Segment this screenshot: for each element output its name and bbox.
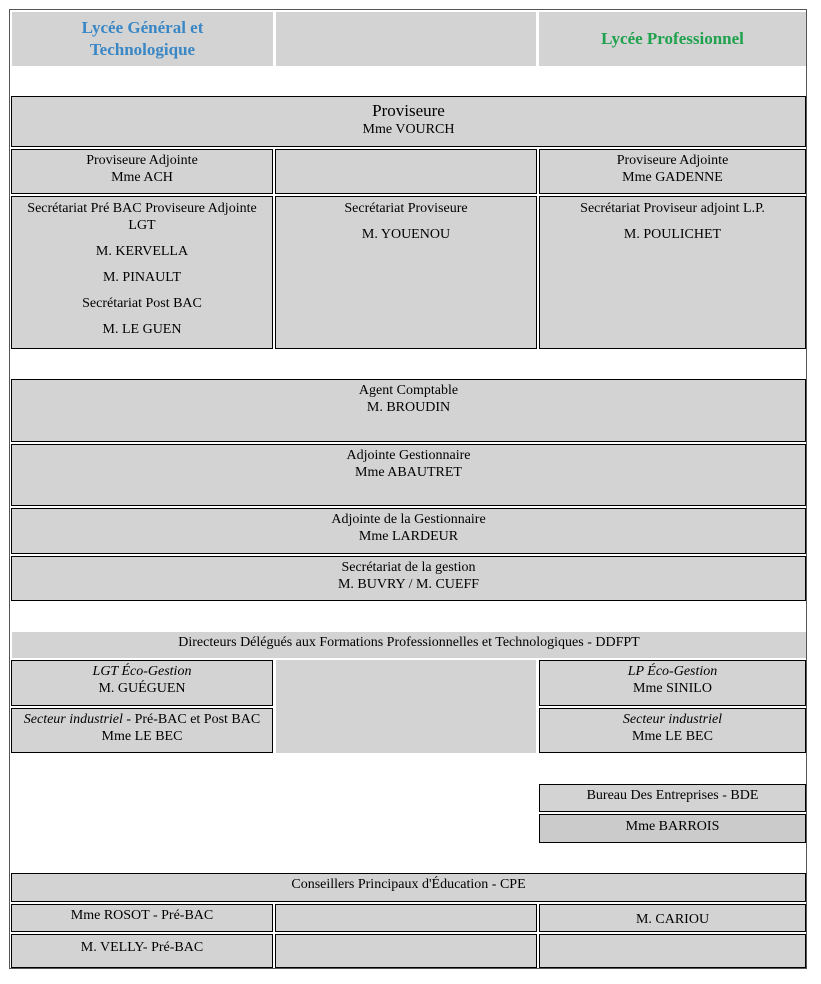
ddfpt-lp-indus-name: Mme LE BEC — [632, 729, 713, 744]
agent-comptable-name: M. BROUDIN — [366, 400, 451, 415]
bde-name-box — [539, 814, 806, 843]
secretariat-proviseure-title: Secrétariat Proviseure — [344, 201, 468, 216]
adjointe-gestionnaire-name: Mme ABAUTRET — [355, 465, 462, 480]
agent-comptable-title: Agent Comptable — [358, 383, 459, 398]
ddfpt-lp-eco-title: LP Éco-Gestion — [627, 664, 718, 679]
secretariat-lgt-name-2: M. PINAULT — [102, 270, 182, 285]
header-blank — [276, 12, 536, 66]
cpe-header-box — [11, 873, 806, 902]
adjointe-lp-title: Proviseure Adjointe — [616, 153, 729, 168]
secretariat-postbac-title: Secrétariat Post BAC — [82, 296, 202, 311]
cpe-right-blank — [539, 934, 806, 968]
proviseure-name: Mme VOURCH — [362, 122, 455, 137]
secretariat-proviseure-box — [275, 196, 537, 349]
adjointe-lp-name: Mme GADENNE — [622, 170, 723, 185]
adjointe-lp-box — [539, 149, 806, 194]
adjointe-lgt-name: Mme ACH — [111, 170, 173, 185]
cpe-velly: M. VELLY- Pré-BAC — [80, 940, 204, 955]
cpe-middle-blank-1 — [275, 904, 537, 932]
secretariat-postbac-name: M. LE GUEN — [102, 322, 182, 337]
adjointe-de-gestionnaire-box — [11, 508, 806, 554]
header-lgt-label: Lycée Général et Technologique — [81, 18, 204, 59]
ddfpt-lp-eco-box — [539, 660, 806, 706]
secretariat-lgt-box — [11, 196, 273, 349]
adjointe-lgt-title: Proviseure Adjointe — [86, 153, 198, 168]
proviseure-title: Proviseure — [372, 101, 445, 120]
agent-comptable-box — [11, 379, 806, 442]
ddfpt-lgt-eco-title: LGT Éco-Gestion — [92, 664, 192, 679]
ddfpt-middle-blank — [276, 660, 536, 753]
secretariat-lp-title: Secrétariat Proviseur adjoint L.P. — [580, 201, 765, 216]
adjointe-middle-blank — [275, 149, 537, 194]
ddfpt-lgt-eco-name: M. GUÉGUEN — [98, 681, 186, 696]
adjointe-gestionnaire-title: Adjointe Gestionnaire — [346, 448, 471, 463]
adjointe-lgt-box — [11, 149, 273, 194]
header-lp-label: Lycée Professionnel — [601, 29, 744, 48]
bde-header-box — [539, 784, 806, 812]
secretariat-lgt-title: Secrétariat Pré BAC Proviseure Adjointe LGT — [27, 201, 257, 233]
cpe-cariou-box — [539, 904, 806, 932]
ddfpt-lp-indus-box — [539, 708, 806, 753]
secretariat-lp-box — [539, 196, 806, 349]
secretariat-lp-name: M. POULICHET — [623, 227, 722, 242]
cpe-rosot-box — [11, 904, 273, 932]
cpe-rosot: Mme ROSOT - Pré-BAC — [70, 908, 214, 923]
secretariat-gestion-box — [11, 556, 806, 601]
proviseure-box — [11, 96, 806, 147]
ddfpt-lgt-indus-name: Mme LE BEC — [101, 729, 183, 744]
secretariat-lgt-name-1: M. KERVELLA — [95, 244, 189, 259]
adjointe-de-gestionnaire-title: Adjointe de la Gestionnaire — [331, 512, 486, 527]
ddfpt-lp-eco-name: Mme SINILO — [633, 681, 712, 696]
bde-name: Mme BARROIS — [625, 819, 720, 834]
cpe-cariou: M. CARIOU — [635, 912, 710, 927]
ddfpt-title: Directeurs Délégués aux Formations Professionnelles et Technologiques - DDFPT — [178, 635, 640, 650]
ddfpt-lgt-indus-title — [12, 711, 272, 728]
adjointe-gestionnaire-box — [11, 444, 806, 506]
header-lp — [539, 12, 806, 66]
secretariat-proviseure-name: M. YOUENOU — [361, 227, 451, 242]
secretariat-gestion-title: Secrétariat de la gestion — [341, 560, 476, 575]
cpe-title: Conseillers Principaux d'Éducation - CPE — [291, 877, 526, 892]
ddfpt-lgt-indus-title-rest: - Pré-BAC et Post BAC — [122, 712, 261, 727]
ddfpt-lgt-eco-box — [11, 660, 273, 706]
ddfpt-lgt-indus-box — [11, 708, 273, 753]
cpe-velly-box — [11, 934, 273, 968]
bde-title: Bureau Des Entreprises - BDE — [586, 788, 759, 803]
cpe-middle-blank-2 — [275, 934, 537, 968]
header-lgt — [12, 12, 273, 66]
adjointe-de-gestionnaire-name: Mme LARDEUR — [358, 529, 459, 544]
secretariat-gestion-name: M. BUVRY / M. CUEFF — [337, 577, 480, 592]
ddfpt-lp-indus-title: Secteur industriel — [622, 712, 723, 727]
ddfpt-lgt-indus-title-italic: Secteur industriel — [23, 712, 123, 727]
ddfpt-header — [12, 632, 806, 658]
